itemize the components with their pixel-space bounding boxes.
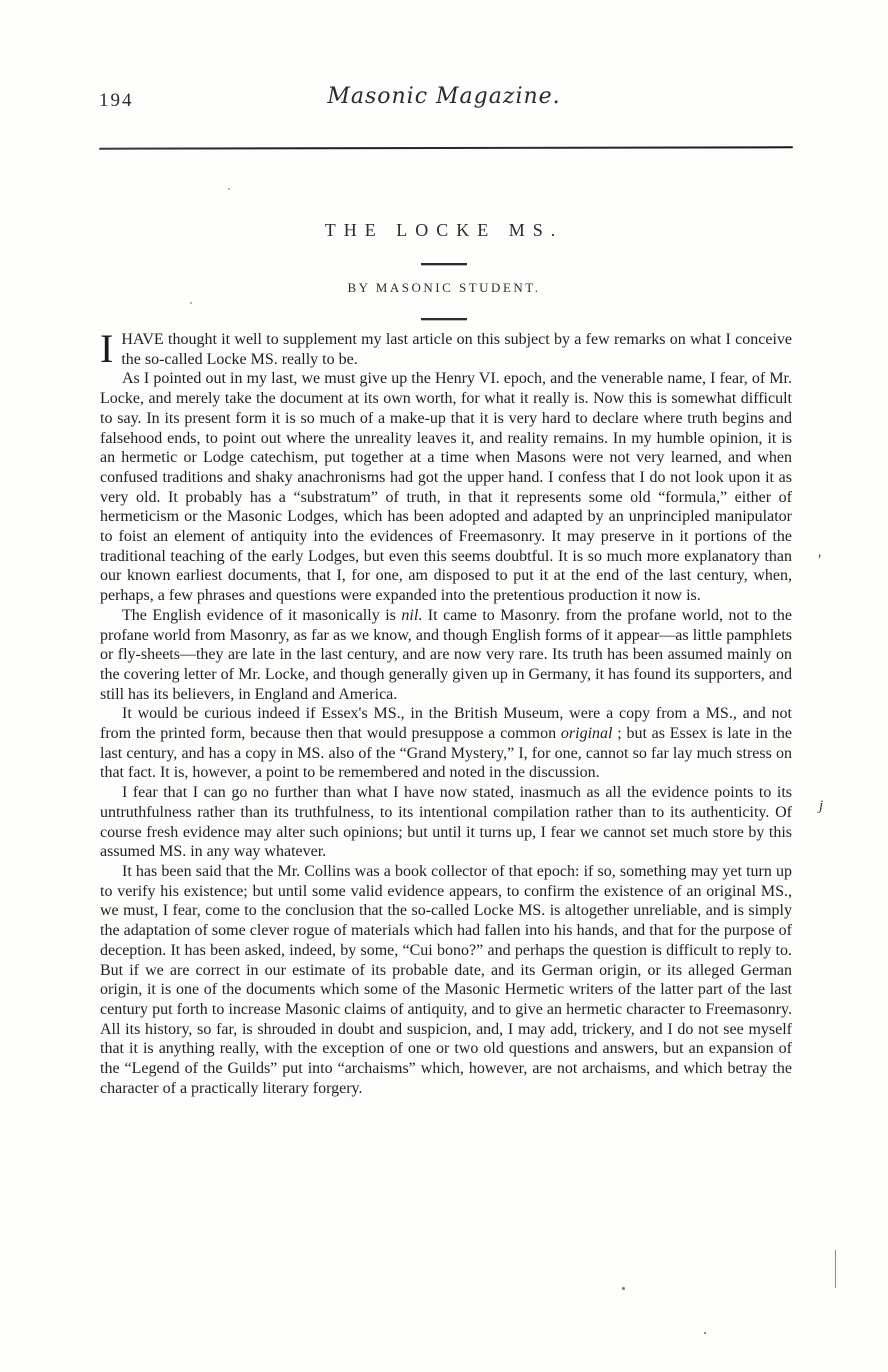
header-rule (99, 146, 793, 149)
scan-speck (228, 188, 230, 190)
paragraph (100, 369, 792, 605)
body-text: ; but as Essex is late in the last century, and has a copy in MS. also of the “Grand Mystery,” I, for one, cannot so far lay much stress on that fact. It is, however, a point to be remembered and noted in the discussion. (100, 725, 792, 782)
paragraph (100, 606, 792, 705)
body-text: The English evidence of it masonically is (122, 606, 402, 624)
body-text: . It came to Masonry. from the profane world, not to the profane world from Masonry, as far as we know, and though English forms of it appear—as little pamphlets or fly-sheets—they are late in the last century, and are now very rare. Its truth has been assumed mainly on the covering letter of Mr. Locke, and though generally given up in Germany, it has found its supporters, and still has its believers, in England and America. (100, 606, 792, 703)
body-text: I fear that I can go no further than what I have now stated, inasmuch as all the evidence points to its untruthfulness rather than its truthfulness, to its intentional compilation rather than to its authenticity. Of course fresh evidence may alter such opinions; but until it turns up, I fear we cannot set much store by this assumed MS. in any way whatever. (100, 784, 792, 861)
body-text: It would be curious indeed if Essex's MS., in the British Museum, were a copy from a MS., and not from the printed form, because then that would presuppose a common (100, 705, 792, 743)
scan-speck (704, 1332, 706, 1334)
article-body (100, 326, 792, 1098)
scan-artifact-tick: ′ (817, 552, 821, 569)
italic-text: original (560, 725, 613, 743)
article-byline: BY MASONIC STUDENT. (347, 280, 541, 295)
paragraph (100, 704, 792, 783)
title-divider (421, 263, 467, 265)
scan-artifact-vertical-line (835, 1250, 836, 1288)
scan-artifact-stray-letter: j (819, 798, 824, 814)
byline-divider (421, 318, 467, 320)
body-text: It has been said that the Mr. Collins was a book collector of that epoch: if so, something may yet turn up to verify his existence; but until some valid evidence appears, to confirm the existence of an original MS., we must, I fear, come to the conclusion that the so-called Locke MS. is altogether unreliable, and is simply the adaptation of some clever rogue of materials which had fallen into his hands, and that for the purpose of deception. It has been asked, indeed, by some, “Cui bono?” and perhaps the question is difficult to reply to. But if we are correct in our estimate of its probable date, and its German origin, or its alleged German origin, it is one of the documents which some of the Masonic Hermetic writers of the latter part of the last century put forth to increase Masonic claims of antiquity, and to give an hermetic character to Freemasonry. All its history, so far, is shrouded in doubt and suspicion, and, I may add, trickery, and I do not see myself that it is anything really, with the exception of one or two old questions and answers, but an expansion of the “Legend of the Guilds” put into “archaisms” which, however, are not archaisms, and which betray the character of a practically literary forgery. (100, 862, 792, 1097)
paragraph (100, 326, 792, 371)
paragraph (100, 862, 792, 1098)
body-text: HAVE thought it well to supplement my last article on this subject by a few remarks on what I conceive the so-called Locke MS. really to be. (121, 331, 792, 368)
page-number: 194 (99, 90, 134, 111)
scan-speck (190, 302, 192, 304)
drop-cap: I (100, 326, 114, 371)
scan-speck (622, 1287, 625, 1290)
magazine-masthead: Masonic Magazine. (327, 84, 561, 109)
italic-text: nil (401, 606, 419, 624)
article-title: THE LOCKE MS. (324, 220, 564, 240)
paragraph (100, 783, 792, 862)
body-text: As I pointed out in my last, we must give up the Henry VI. epoch, and the venerable name, I fear, of Mr. Locke, and merely take the document at its own worth, for what it really is. Now this is somewhat difficult to say. In its present form it is so much of a make-up that it is very hard to declare where truth begins and falsehood ends, to point out where the unreality leaves it, and reality remains. In my humble opinion, it is an hermetic or Lodge catechism, put together at a time when Masons were not very learned, and when confused traditions and shaky anachronisms had got the upper hand. I confess that I do not look upon it as very old. It probably has a “substratum” of truth, in that it represents some old “formula,” either of hermeticism or the Masonic Lodges, which has been adopted and adapted by an unprincipled manipulator to foist an element of antiquity into the evidences of Freemasonry. It may preserve in it portions of the traditional teaching of the early Lodges, but even this seems doubtful. It is so much more explanatory than our known earliest documents, that I, for one, am disposed to put it at the end of the last century, when, perhaps, a few phrases and questions were expanded into the pretentious production it now is. (100, 370, 792, 605)
